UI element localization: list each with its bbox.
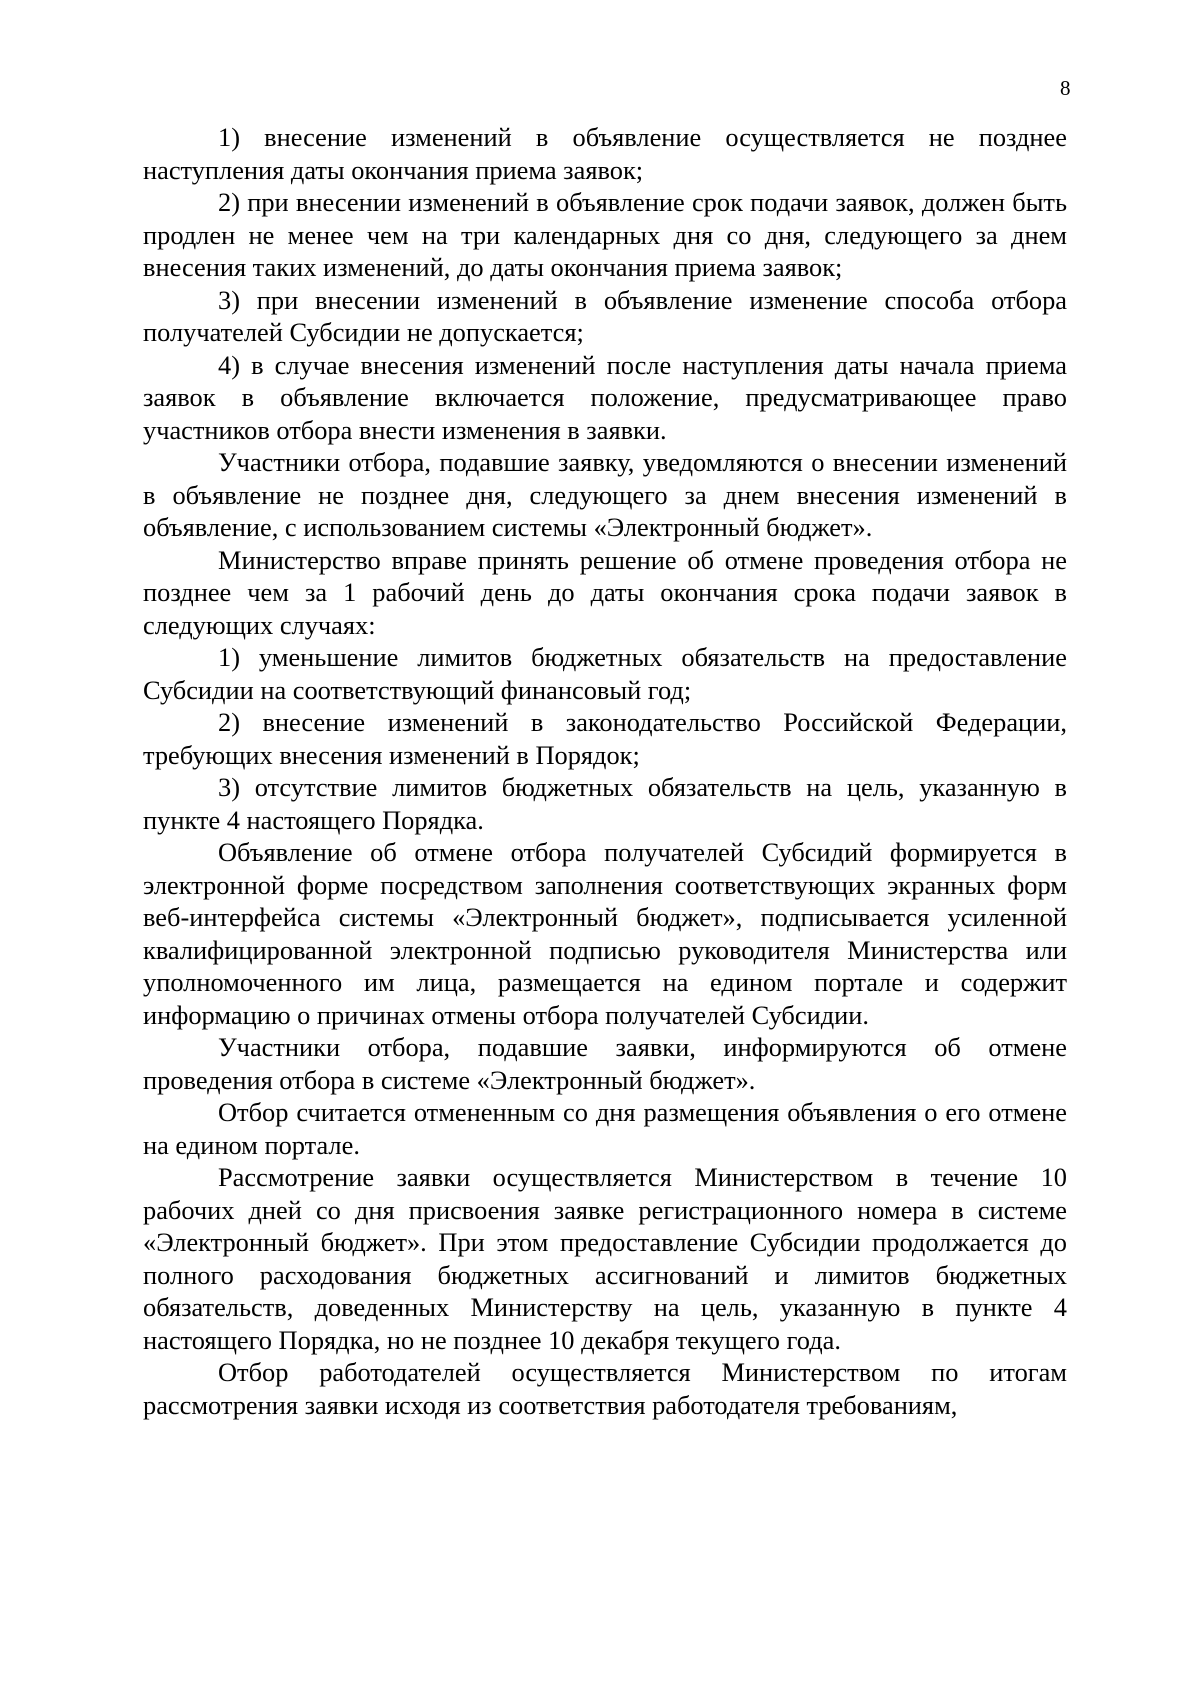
- paragraph: Участники отбора, подавшие заявки, информируются об отмене проведения отбора в системе «Электронный бюджет».: [143, 1032, 1067, 1095]
- paragraph: Министерство вправе принять решение об отмене проведения отбора не позднее чем за 1 рабочий день до даты окончания срока подачи заявок в следующих случаях:: [143, 544, 1067, 640]
- paragraph: 1) внесение изменений в объявление осуществляется не позднее наступления даты окончания приема заявок;: [143, 122, 1067, 185]
- paragraph: Рассмотрение заявки осуществляется Министерством в течение 10 рабочих дней со дня присвоения заявке регистрационного номера в системе «Электронный бюджет». При этом предоставление Субсидии продолжается до полного расходования бюджетных ассигнований и лимитов бюджетных обязательств, доведенных Министерству на цель, указанную в пункте 4 настоящего Порядка, но не позднее 10 декабря текущего года.: [143, 1162, 1067, 1355]
- paragraph: Объявление об отмене отбора получателей Субсидий формируется в электронной форме посредством заполнения соответствующих экранных форм веб-интерфейса системы «Электронный бюджет», подписывается усиленной квалифицированной электронной подписью руководителя Министерства или уполномоченного им лица, размещается на едином портале и содержит информацию о причинах отмены отбора получателей Субсидии.: [143, 837, 1067, 1030]
- paragraph: 3) отсутствие лимитов бюджетных обязательств на цель, указанную в пункте 4 настоящего Порядка.: [143, 772, 1067, 835]
- paragraph: Отбор работодателей осуществляется Министерством по итогам рассмотрения заявки исходя из соответствия работодателя требованиям,: [143, 1357, 1067, 1420]
- document-body: [143, 121, 1067, 1421]
- paragraph: 2) при внесении изменений в объявление срок подачи заявок, должен быть продлен не менее чем на три календарных дня со дня, следующего за днем внесения таких изменений, до даты окончания приема заявок;: [143, 187, 1067, 282]
- paragraph: Участники отбора, подавшие заявку, уведомляются о внесении изменений в объявление не позднее дня, следующего за днем внесения изменений в объявление, с использованием системы «Электронный бюджет».: [143, 447, 1067, 542]
- paragraph: 4) в случае внесения изменений после наступления даты начала приема заявок в объявление включается положение, предусматривающее право участников отбора внести изменения в заявки.: [143, 349, 1067, 445]
- paragraph: 2) внесение изменений в законодательство Российской Федерации, требующих внесения изменений в Порядок;: [143, 707, 1067, 770]
- paragraph: 1) уменьшение лимитов бюджетных обязательств на предоставление Субсидии на соответствующий финансовый год;: [143, 642, 1067, 705]
- paragraph: Отбор считается отмененным со дня размещения объявления о его отмене на едином портале.: [143, 1097, 1067, 1160]
- page-number: 8: [1060, 76, 1071, 100]
- paragraph: 3) при внесении изменений в объявление изменение способа отбора получателей Субсидии не допускается;: [143, 284, 1067, 347]
